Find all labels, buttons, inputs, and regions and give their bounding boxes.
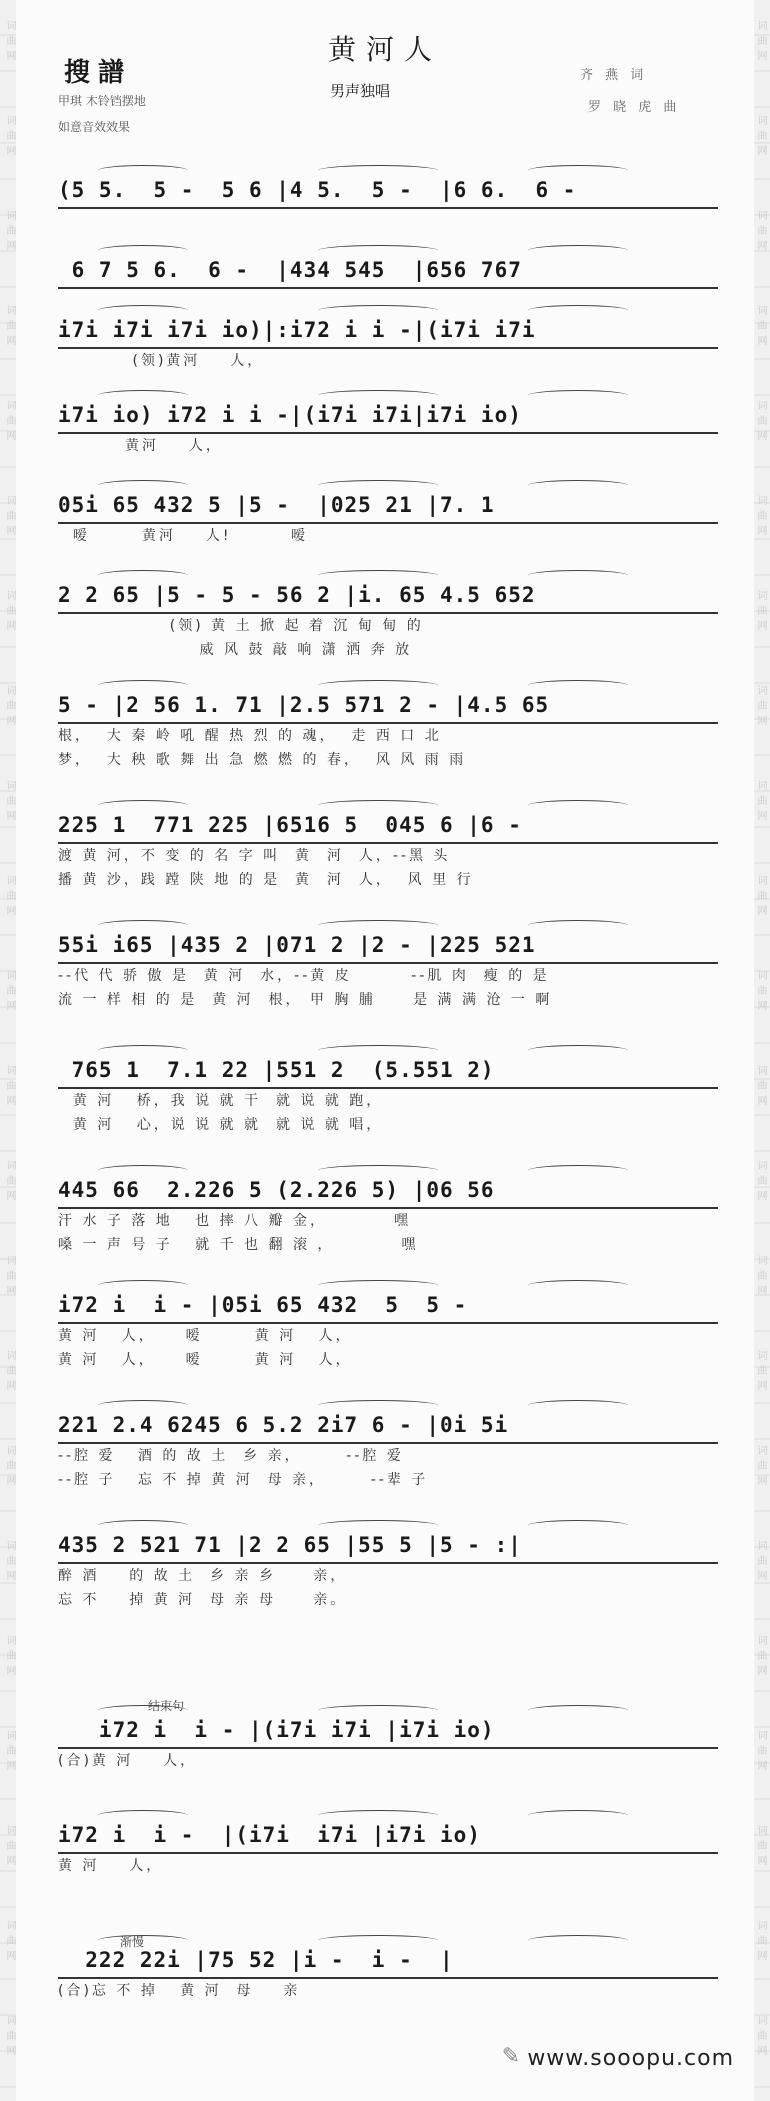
slow-mark: 渐慢 [120, 1935, 145, 1949]
slur-mark [318, 1810, 438, 1821]
slur-mark [98, 920, 188, 931]
watermark-text: 词 曲 网 [4, 1065, 15, 1107]
slur-mark [318, 1520, 438, 1531]
slur-mark [528, 305, 628, 316]
slur-mark [318, 480, 438, 491]
score-row [58, 1175, 718, 1257]
slur-mark [318, 165, 438, 176]
score-row [58, 1290, 718, 1372]
note-line: 05i 65 432 5 |5 - |025 21 |7. 1 [58, 490, 718, 524]
score-row [58, 175, 718, 209]
watermark-text: 词 曲 网 [755, 780, 766, 822]
watermark-text: 词 曲 网 [755, 1255, 766, 1297]
note-line: i7i i7i i7i io)|:i72 i i -|(i7i i7i [58, 315, 718, 349]
watermark-text: 词 曲 网 [755, 1540, 766, 1582]
watermark-text: 词 曲 网 [4, 115, 15, 157]
lyric-line: --腔 子 忘 不 掉 黄 河 母 亲， --辈 子 [58, 1472, 429, 1488]
watermark-text: 词 曲 网 [4, 1255, 15, 1297]
slur-mark [318, 245, 438, 256]
slur-mark [98, 390, 188, 401]
meta-line-1: 甲琪 木铃铛摆地 [58, 94, 146, 108]
score-row [58, 580, 718, 662]
watermark-text: 词 曲 网 [4, 970, 15, 1012]
watermark-text: 词 曲 网 [4, 495, 15, 537]
note-line: 5 - |2 56 1. 71 |2.5 571 2 - |4.5 65 [58, 690, 718, 724]
score-row [58, 1530, 718, 1612]
slur-mark [528, 1400, 628, 1411]
watermark-text: 词 曲 网 [4, 1730, 15, 1772]
note-line: i72 i i - |(i7i i7i |i7i io) [58, 1715, 718, 1749]
watermark-text: 词 曲 网 [755, 970, 766, 1012]
watermark-text: 词 曲 网 [4, 305, 15, 347]
score-row [58, 1715, 718, 1773]
watermark-text: 词 曲 网 [755, 875, 766, 917]
note-line: 222 22i |75 52 |i - i - | [58, 1945, 718, 1979]
lyric-line: 梦， 大 秧 歌 舞 出 急 燃 燃 的 春， 风 风 雨 雨 [58, 752, 467, 768]
slur-mark [528, 390, 628, 401]
slur-mark [318, 1935, 438, 1946]
lyric-line: --代 代 骄 傲 是 黄 河 水，--黄 皮 --肌 肉 瘦 的 是 [58, 968, 550, 984]
score-row [58, 255, 718, 289]
site-logo[interactable]: 搜譜 [64, 58, 133, 88]
watermark-text: 词 曲 网 [755, 1445, 766, 1487]
slur-mark [98, 305, 188, 316]
slur-mark [528, 1810, 628, 1821]
lyric-line: 黄 河 心，说 说 就 就 就 说 就 唱， [58, 1117, 384, 1133]
lyric-line: 忘 不 掉 黄 河 母 亲 母 亲。 [58, 1592, 348, 1608]
watermark-text: 词 曲 网 [755, 685, 766, 727]
watermark-text: 词 曲 网 [755, 115, 766, 157]
watermark-text: 词 曲 网 [755, 1065, 766, 1107]
slur-mark [98, 570, 188, 581]
lyric-line: --腔 爱 酒 的 故 土 乡 亲， --腔 爱 [58, 1448, 404, 1464]
watermark-text: 词 曲 网 [4, 1825, 15, 1867]
watermark-text: 词 曲 网 [755, 495, 766, 537]
slur-mark [528, 1045, 628, 1056]
watermark-text: 词 曲 网 [4, 400, 15, 442]
watermark-text: 词 曲 网 [755, 590, 766, 632]
slur-mark [98, 680, 188, 691]
slur-mark [98, 1045, 188, 1056]
watermark-text: 词 曲 网 [4, 1540, 15, 1582]
watermark-text: 词 曲 网 [4, 20, 15, 62]
slur-mark [318, 1165, 438, 1176]
lyric-line: (合)忘 不 掉 黄 河 母 亲 [58, 1983, 301, 1999]
slur-mark [528, 570, 628, 581]
note-line: i72 i i - |(i7i i7i |i7i io) [58, 1820, 718, 1854]
site-logo-icon: ✎ [501, 2044, 520, 2069]
slur-mark [318, 570, 438, 581]
score-row [58, 1055, 718, 1137]
watermark-text: 词 曲 网 [4, 590, 15, 632]
watermark-text: 词 曲 网 [755, 2015, 766, 2057]
slur-mark [98, 1165, 188, 1176]
lyric-line: 根， 大 秦 岭 吼 醒 热 烈 的 魂， 走 西 口 北 [58, 728, 442, 744]
song-title: 黄河人 [327, 33, 442, 66]
watermark-text: 词 曲 网 [755, 1825, 766, 1867]
watermark-text: 词 曲 网 [4, 1635, 15, 1677]
lyric-line: 嗓 一 声 号 子 就 千 也 翻 滚 ， 嘿 [58, 1237, 419, 1253]
lyric-line: 嗳 黄河 人! 嗳 [58, 528, 309, 544]
score-row [58, 930, 718, 1012]
lyric-line: 黄河 人， [58, 438, 223, 454]
watermark-text: 词 曲 网 [4, 780, 15, 822]
note-line: 55i i65 |435 2 |071 2 |2 - |225 521 [58, 930, 718, 964]
note-line: i72 i i - |05i 65 432 5 5 - [58, 1290, 718, 1324]
watermark-text: 词 曲 网 [4, 210, 15, 252]
watermark-text: 词 曲 网 [755, 1350, 766, 1392]
slur-mark [318, 1400, 438, 1411]
slur-mark [318, 390, 438, 401]
slur-mark [98, 165, 188, 176]
song-subtitle: 男声独唱 [330, 82, 391, 100]
slur-mark [318, 680, 438, 691]
composer-credit: 罗 晓 虎 曲 [588, 100, 681, 115]
score-row [58, 1820, 718, 1878]
slur-mark [528, 245, 628, 256]
note-line: 765 1 7.1 22 |551 2 (5.551 2) [58, 1055, 718, 1089]
slur-mark [318, 1045, 438, 1056]
slur-mark [528, 1520, 628, 1531]
lyric-line: 流 一 样 相 的 是 黄 河 根， 甲 胸 脯 是 满 满 沧 一 啊 [58, 992, 553, 1008]
lyric-line: 播 黄 沙，践 蹚 陕 地 的 是 黄 河 人， 风 里 行 [58, 872, 474, 888]
slur-mark [318, 1705, 438, 1716]
watermark-text: 词 曲 网 [755, 210, 766, 252]
watermark-text: 词 曲 网 [755, 1730, 766, 1772]
lyric-line: (合)黄 河 人， [58, 1753, 198, 1769]
slur-mark [318, 305, 438, 316]
slur-mark [318, 920, 438, 931]
lyric-line: 汗 水 子 落 地 也 摔 八 瓣 金， 嘿 [58, 1213, 412, 1229]
slur-mark [528, 1280, 628, 1291]
watermark-text: 词 曲 网 [4, 1445, 15, 1487]
slur-mark [528, 1165, 628, 1176]
site-url[interactable]: www.sooopu.com [527, 2046, 734, 2071]
slur-mark [318, 800, 438, 811]
watermark-text: 词 曲 网 [755, 20, 766, 62]
lyric-line: 醉 酒 的 故 土 乡 亲 乡 亲， [58, 1568, 348, 1584]
score-row [58, 690, 718, 772]
watermark-text: 词 曲 网 [755, 1920, 766, 1962]
watermark-text: 词 曲 网 [4, 1160, 15, 1202]
slur-mark [98, 1520, 188, 1531]
note-line: 221 2.4 6245 6 5.2 2i7 6 - |0i 5i [58, 1410, 718, 1444]
slur-mark [98, 480, 188, 491]
lyricist-credit: 齐 燕 词 [580, 68, 648, 83]
slur-mark [98, 1400, 188, 1411]
score-row [58, 490, 718, 548]
score-row [58, 1945, 718, 2003]
watermark-text: 词 曲 网 [4, 685, 15, 727]
slur-mark [528, 920, 628, 931]
slur-mark [318, 1280, 438, 1291]
lyric-line: 黄 河 人， 嗳 黄 河 人， [58, 1328, 353, 1344]
slur-mark [528, 480, 628, 491]
note-line: 2 2 65 |5 - 5 - 56 2 |i. 65 4.5 652 [58, 580, 718, 614]
watermark-text: 词 曲 网 [755, 400, 766, 442]
meta-line-2: 如意音效效果 [58, 120, 131, 134]
note-line: 435 2 521 71 |2 2 65 |55 5 |5 - :| [58, 1530, 718, 1564]
score-row [58, 810, 718, 892]
score-row [58, 400, 718, 458]
slur-mark [528, 800, 628, 811]
slur-mark [98, 1280, 188, 1291]
lyric-line: 威 风 鼓 敲 响 潇 洒 奔 放 [58, 642, 413, 658]
slur-mark [528, 165, 628, 176]
score-row [58, 315, 718, 373]
lyric-line: 渡 黄 河，不 变 的 名 字 叫 黄 河 人，--黑 头 [58, 848, 451, 864]
slur-mark [98, 245, 188, 256]
note-line: 6 7 5 6. 6 - |434 545 |656 767 [58, 255, 718, 289]
watermark-text: 词 曲 网 [4, 875, 15, 917]
slur-mark [98, 800, 188, 811]
slur-mark [528, 1705, 628, 1716]
reprise-mark: 结束句 [148, 1699, 185, 1713]
lyric-line: 黄 河 人， 嗳 黄 河 人， [58, 1352, 353, 1368]
note-line: 445 66 2.226 5 (2.226 5) |06 56 [58, 1175, 718, 1209]
watermark-text: 词 曲 网 [755, 305, 766, 347]
lyric-line: 黄 河 桥，我 说 就 干 就 说 就 跑， [58, 1093, 384, 1109]
note-line: 225 1 771 225 |6516 5 045 6 |6 - [58, 810, 718, 844]
slur-mark [98, 1810, 188, 1821]
watermark-text: 词 曲 网 [4, 1920, 15, 1962]
lyric-line: 黄 河 人， [58, 1858, 164, 1874]
slur-mark [528, 1935, 628, 1946]
watermark-text: 词 曲 网 [4, 2015, 15, 2057]
lyric-line: (领) 黄 土 掀 起 着 沉 甸 甸 的 [58, 618, 424, 634]
note-line: i7i io) i72 i i -|(i7i i7i|i7i io) [58, 400, 718, 434]
score-row [58, 1410, 718, 1492]
lyric-line: (领)黄河 人， [58, 353, 265, 369]
watermark-text: 词 曲 网 [755, 1635, 766, 1677]
slur-mark [528, 680, 628, 691]
watermark-text: 词 曲 网 [4, 1350, 15, 1392]
note-line: (5 5. 5 - 5 6 |4 5. 5 - |6 6. 6 - [58, 175, 718, 209]
watermark-text: 词 曲 网 [755, 1160, 766, 1202]
